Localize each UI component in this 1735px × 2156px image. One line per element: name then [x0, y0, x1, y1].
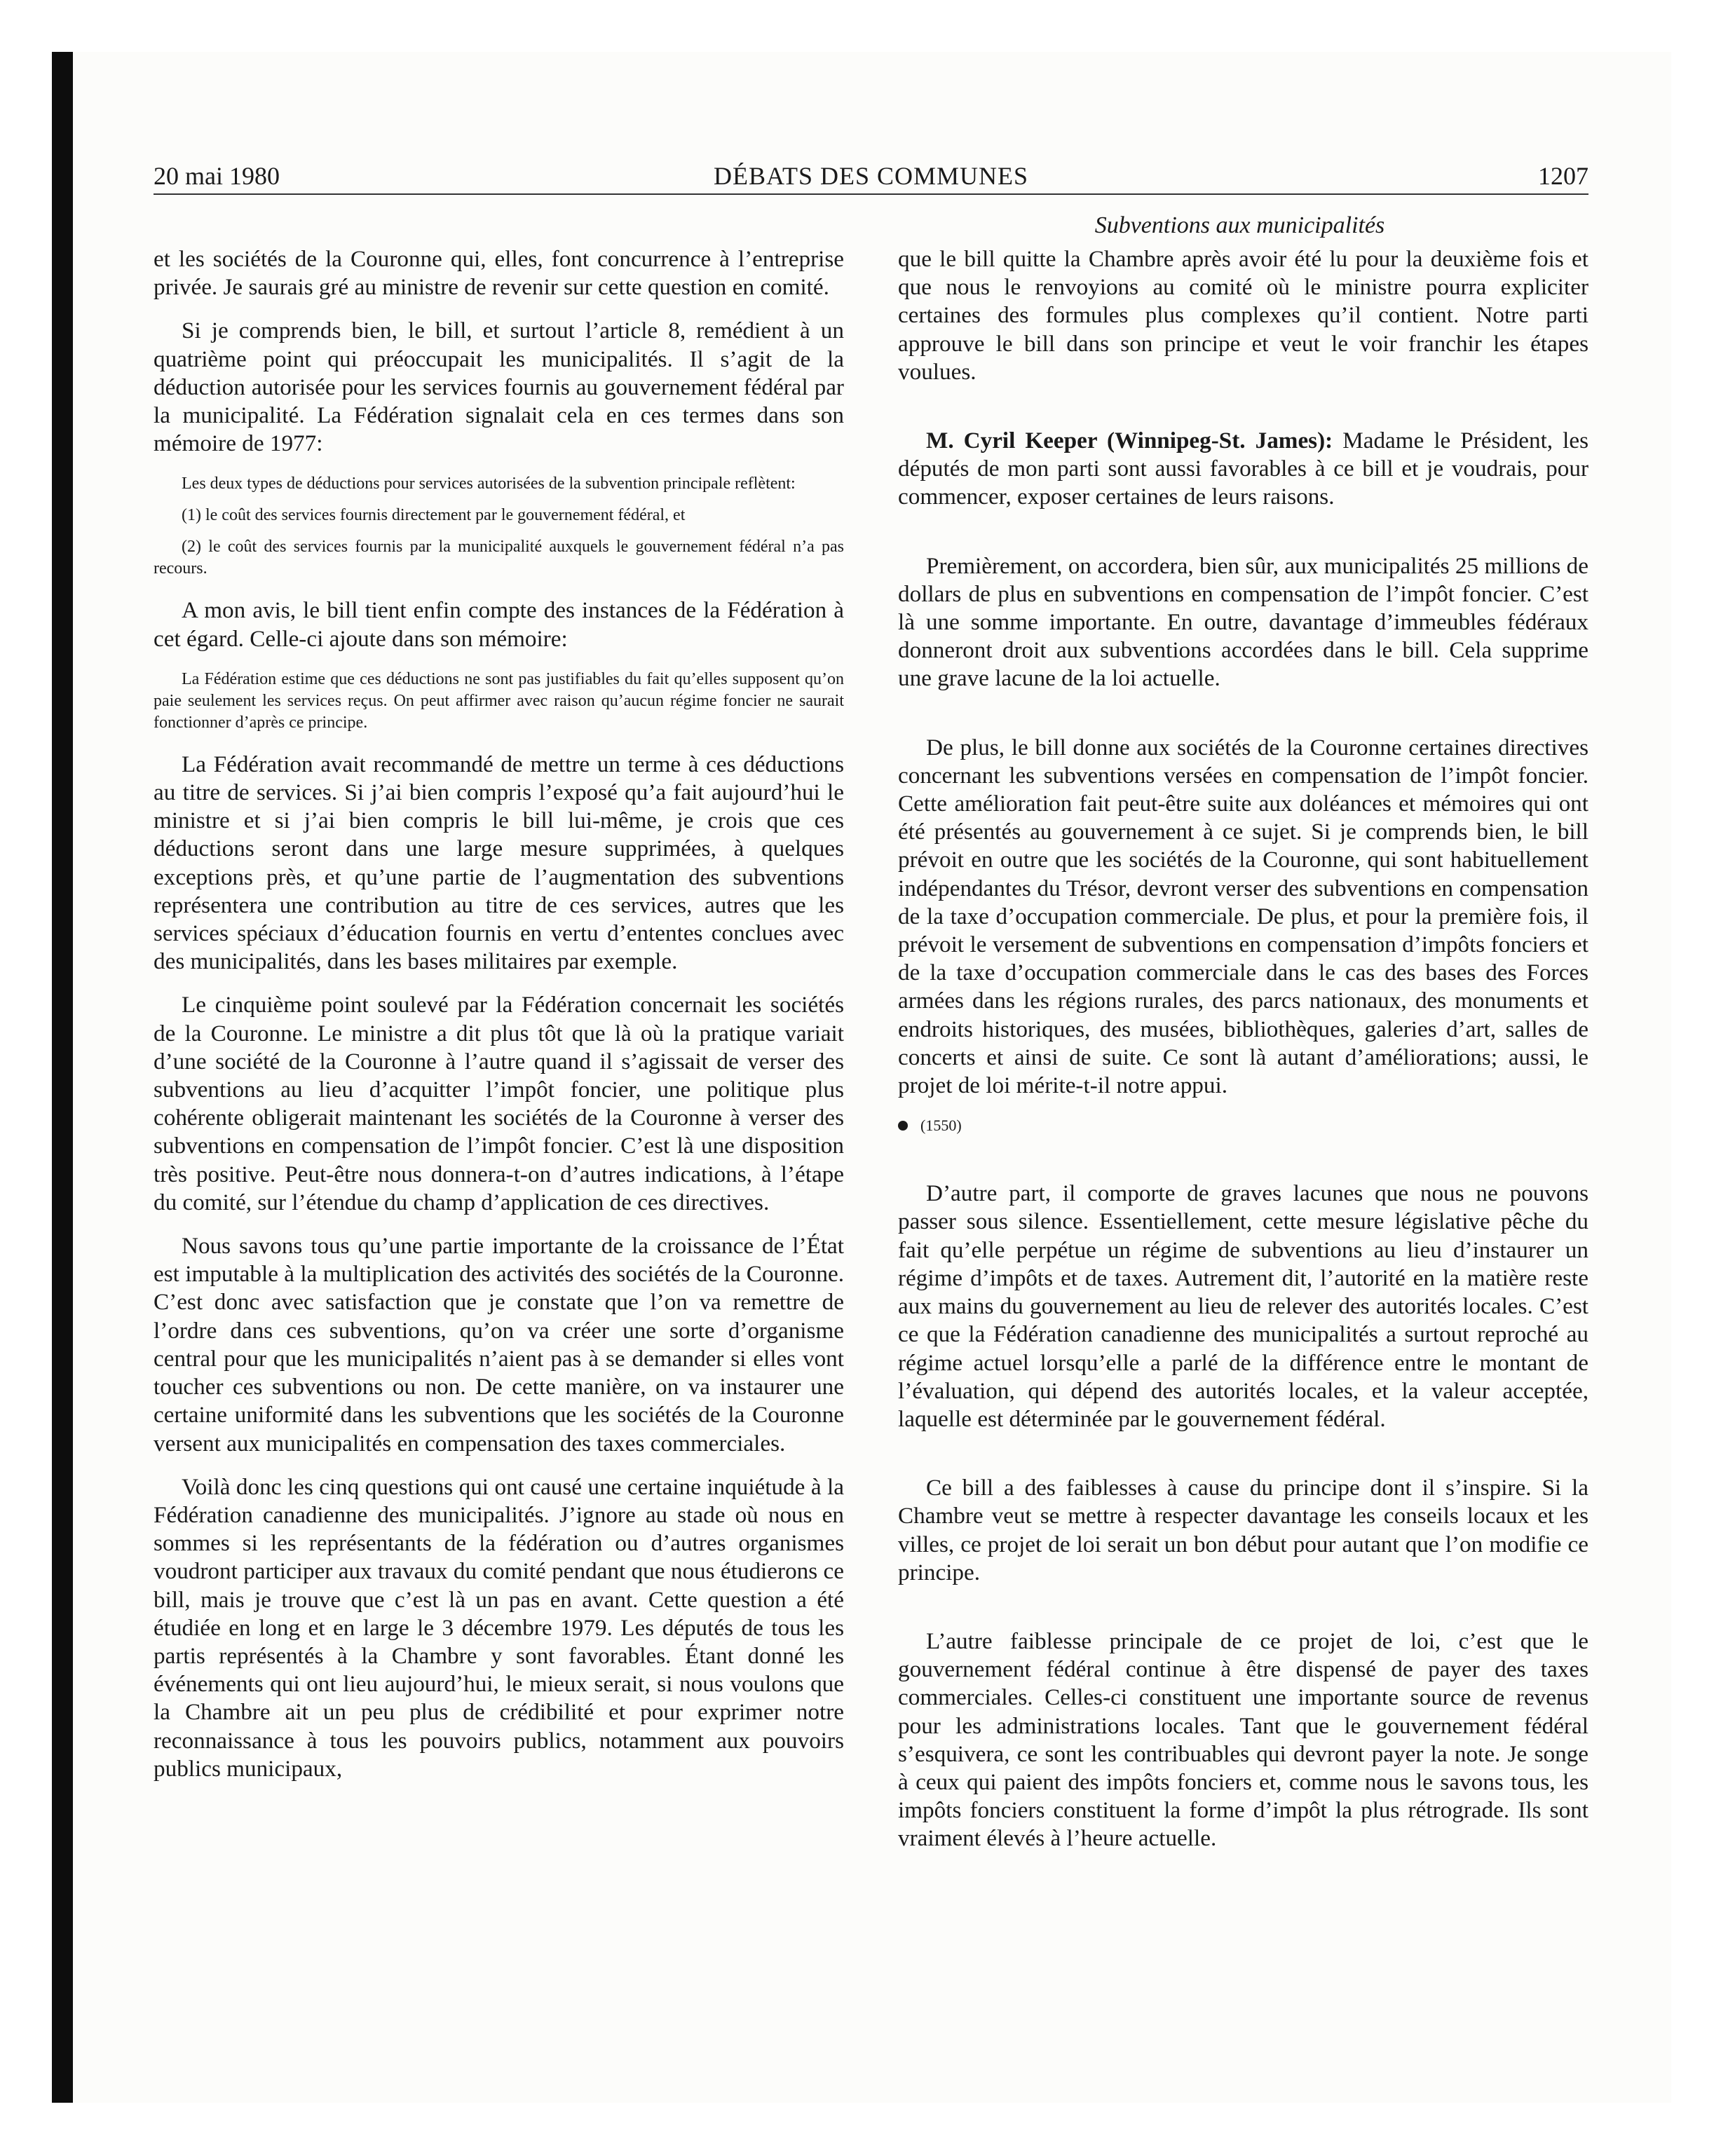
timestamp-marker — [898, 1115, 1588, 1136]
scan-edge-bar — [52, 52, 73, 2103]
paragraph: Voilà donc les cinq questions qui ont causé une certaine inquiétude à la Fédération canadienne des municipalités. J’ignore au stade où nous en sommes si les représentants de la fédération ou d’autres organismes voudront participer aux travaux du comité pendant que nous étudierons ce bill, mais je trouve que c’est là un pas en avant. Cette question a été étudiée en long et en large le 3 décembre 1979. Les députés de tous les partis représentés à la Chambre y sont favorables. Étant donné les événements qui ont lieu aujourd’hui, le mieux serait, si nous voulons que la Chambre ait un peu plus de crédibilité et pour exprimer notre reconnaissance à tous les pouvoirs publics, notamment aux pouvoirs publics municipaux, — [154, 1473, 844, 1782]
paragraph: Ce bill a des faiblesses à cause du principe dont il s’inspire. Si la Chambre veut se mettre à respecter davantage les conseils locaux et les villes, ce projet de loi serait un bon début pour autant que l’on modifie ce principe. — [898, 1475, 1588, 1585]
paragraph: La Fédération avait recommandé de mettre un terme à ces déductions au titre de services. Si j’ai bien compris l’exposé qu’a fait aujourd’hui le ministre et si j’ai bien compris le bill lui-même, je crois que ces déductions seront dans une large mesure supprimées, à quelques exceptions près, et qu’une partie de l’augmentation des subventions représentera une contribution au titre de ces services, autres que les services spéciaux d’éducation fournis en vertu d’ententes conclues avec des municipalités, dans les bases militaires par exemple. — [154, 751, 844, 975]
paragraph: Le cinquième point soulevé par la Fédération concernait les sociétés de la Couronne. Le ministre a dit plus tôt que là où la pratique variait d’une société de la Couronne à l’autre quand il s’agissait de verser des subventions au lieu d’acquitter l’impôt foncier, une politique plus cohérente obligerait maintenant les sociétés de la Couronne à verser des subventions en compensation de l’impôt foncier. C’est là une disposition très positive. Peut-être nous donnera-t-on d’autres indications, à l’étape du comité, sur l’étendue du champ d’application de ces directives. — [154, 992, 844, 1215]
block-quote: Les deux types de déductions pour services autorisées de la subvention principale reflètent: — [182, 475, 796, 493]
speaker-name: M. Cyril Keeper (Winnipeg-St. James): — [926, 428, 1333, 454]
left-column — [154, 245, 844, 1799]
right-column — [898, 245, 1588, 1869]
speaker-paragraph — [898, 427, 1588, 512]
paragraph: Premièrement, on accordera, bien sûr, aux municipalités 25 millions de dollars de plus en subventions en compensation de l’impôt foncier. C’est là une somme importante. En outre, davantage d’immeubles fédéraux donneront droit aux subventions accordées dans le bill. Cela supprime une grave lacune de la loi actuelle. — [898, 552, 1588, 692]
paragraph: D’autre part, il comporte de graves lacunes que nous ne pouvons passer sous silence. Essentiellement, cette mesure législative pêche du fait qu’elle perpétue un régime de subventions au lieu d’instaurer un régime d’impôts et de taxes. Autrement dit, l’autorité en la matière reste aux mains du gouvernement au lieu de relever des autorités locales. C’est ce que la Fédération canadienne des municipalités a surtout reproché au régime actuel lorsqu’elle a parlé de la différence entre le montant de l’évaluation, qui dépend des autorités locales, et la valeur acceptée, laquelle est déterminée par le gouvernement fédéral. — [898, 1180, 1588, 1432]
paragraph: A mon avis, le bill tient enfin compte des instances de la Fédération à cet égard. Celle-ci ajoute dans son mémoire: — [154, 597, 844, 652]
header-date: 20 mai 1980 — [154, 162, 280, 190]
timestamp-text: (1550) — [920, 1117, 962, 1135]
header-page-number: 1207 — [1538, 162, 1588, 190]
header-title: DÉBATS DES COMMUNES — [713, 162, 1029, 190]
block-quote: (2) le coût des services fournis par la municipalité auxquels le gouvernement fédéral n’a pas recours. — [154, 538, 844, 578]
block-quote: (1) le coût des services fournis directement par le gouvernement fédéral, et — [182, 506, 686, 525]
running-head: Subventions aux municipalités — [1094, 212, 1385, 238]
paragraph: Nous savons tous qu’une partie importante de la croissance de l’État est imputable à la multiplication des activités des sociétés de la Couronne. C’est donc avec satisfaction que je constate que l’on va remettre de l’ordre dans ces subventions, qu’on va créer une sorte d’organisme central pour que les municipalités n’aient pas à se demander si elles vont toucher ces subventions ou non. De cette manière, on va instaurer une certaine uniformité dans les subventions que les sociétés de la Couronne versent aux municipalités en compensation des taxes commerciales. — [154, 1233, 844, 1456]
paragraph: L’autre faiblesse principale de ce projet de loi, c’est que le gouvernement fédéral continue à être dispensé de payer des taxes commerciales. Celles-ci constituent une importante source de revenus pour les administrations locales. Tant que le gouvernement fédéral s’esquivera, ce sont les contribuables qui devront payer la note. Je songe à ceux qui paient des impôts fonciers et, comme nous le savons tous, les impôts fonciers constituent la forme d’impôt la plus rétrograde. Ils sont vraiment élevés à l’heure actuelle. — [898, 1628, 1588, 1852]
speech-text: Madame le Président, les députés de mon parti sont aussi favorables à ce bill et je voudrais, pour commencer, exposer certaines de leurs raisons. — [898, 428, 1588, 510]
bullet-icon — [898, 1121, 908, 1131]
paragraph: Si je comprends bien, le bill, et surtout l’article 8, remédient à un quatrième point qui préoccupait les municipalités. Il s’agit de la déduction autorisée pour les services fournis au gouvernement fédéral par la municipalité. La Fédération signalait cela en ces termes dans son mémoire de 1977: — [154, 318, 844, 457]
page-header — [154, 158, 1588, 195]
paragraph: que le bill quitte la Chambre après avoir été lu pour la deuxième fois et que nous le renvoyions au comité où le ministre pourra expliciter certaines des formules plus complexes qu’il contient. Notre parti approuve le bill dans son principe et veut le voir franchir les étapes voulues. — [898, 246, 1588, 385]
paragraph: De plus, le bill donne aux sociétés de la Couronne certaines directives concernant les subventions versées en compensation de l’impôt foncier. Cette amélioration fait peut-être suite aux doléances et mémoires qui ont été présentés au gouvernement à ce sujet. Si je comprends bien, le bill prévoit en outre que les sociétés de la Couronne, qui sont habituellement indépendantes du Trésor, devront verser des subventions en compensation de la taxe d’occupation commerciale. De plus, et pour la première fois, il prévoit le versement de subventions en compensation d’impôts fonciers et de la taxe d’occupation commerciale dans le cas des bases des Forces armées dans les régions rurales, des parcs nationaux, des monuments et endroits historiques, des musées, bibliothèques, galeries d’art, salles de concerts et ainsi de suite. Ce sont là autant d’améliorations; aussi, le projet de loi mérite-t-il notre appui. — [898, 734, 1588, 1099]
block-quote: La Fédération estime que ces déductions ne sont pas justifiables du fait qu’elles supposent qu’on paie seulement les services reçus. On peut affirmer avec raison qu’aucun régime foncier ne saurait fonctionner d’après ce principe. — [154, 669, 844, 732]
paragraph: et les sociétés de la Couronne qui, elles, font concurrence à l’entreprise privée. Je saurais gré au ministre de revenir sur cette question en comité. — [154, 246, 844, 301]
